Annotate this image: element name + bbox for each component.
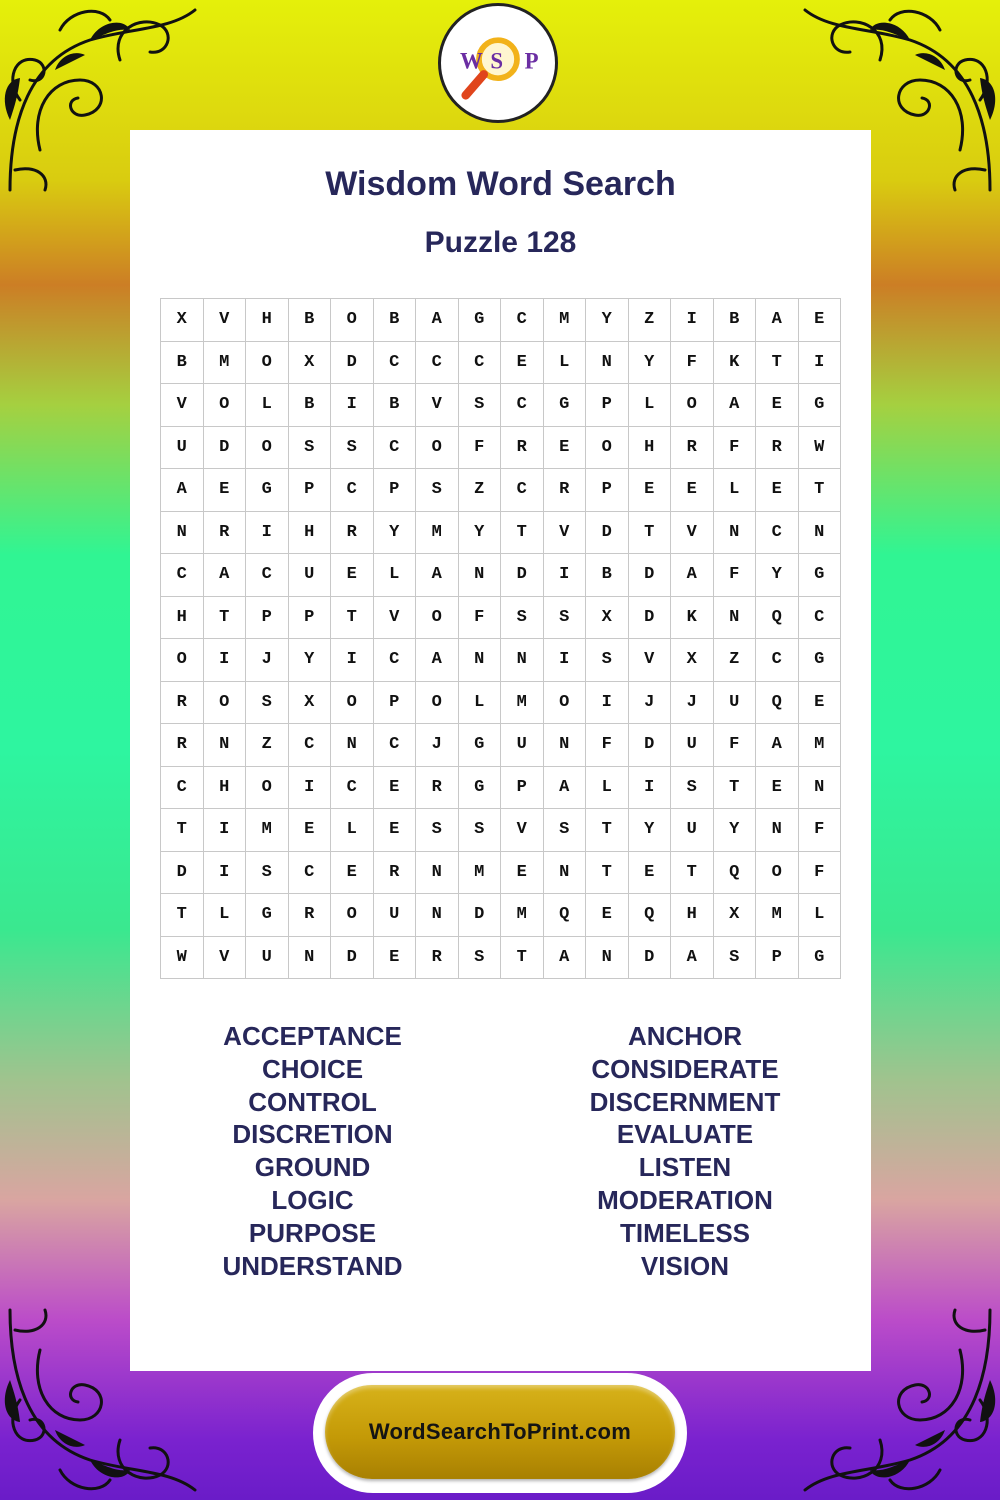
grid-cell: X — [289, 682, 332, 725]
grid-cell: L — [586, 767, 629, 810]
grid-cell: O — [331, 299, 374, 342]
grid-cell: Z — [714, 639, 757, 682]
grid-cell: I — [289, 767, 332, 810]
grid-cell: N — [544, 724, 587, 767]
grid-cell: O — [246, 427, 289, 470]
grid-cell: C — [289, 724, 332, 767]
grid-cell: R — [756, 427, 799, 470]
grid-cell: H — [289, 512, 332, 555]
grid-cell: L — [374, 554, 417, 597]
grid-cell: E — [756, 469, 799, 512]
grid-cell: T — [586, 852, 629, 895]
grid-cell: E — [756, 384, 799, 427]
grid-cell: P — [586, 384, 629, 427]
grid-cell: A — [204, 554, 247, 597]
grid-cell: N — [714, 512, 757, 555]
grid-cell: P — [374, 682, 417, 725]
grid-cell: G — [459, 299, 502, 342]
grid-cell: S — [331, 427, 374, 470]
grid-cell: E — [671, 469, 714, 512]
grid-cell: N — [289, 937, 332, 980]
grid-cell: A — [756, 724, 799, 767]
grid-cell: L — [246, 384, 289, 427]
grid-cell: R — [416, 937, 459, 980]
grid-cell: A — [416, 554, 459, 597]
grid-cell: O — [756, 852, 799, 895]
grid-cell: H — [161, 597, 204, 640]
grid-cell: Y — [629, 809, 672, 852]
grid-cell: C — [374, 639, 417, 682]
grid-cell: Y — [459, 512, 502, 555]
grid-cell: I — [331, 384, 374, 427]
grid-cell: A — [671, 937, 714, 980]
grid-cell: V — [204, 299, 247, 342]
grid-cell: E — [586, 894, 629, 937]
grid-cell: N — [459, 639, 502, 682]
grid-cell: G — [799, 937, 842, 980]
grid-cell: V — [161, 384, 204, 427]
grid-cell: U — [246, 937, 289, 980]
grid-cell: F — [671, 342, 714, 385]
grid-cell: A — [416, 639, 459, 682]
grid-cell: Y — [714, 809, 757, 852]
grid-cell: A — [416, 299, 459, 342]
grid-cell: V — [629, 639, 672, 682]
grid-cell: B — [586, 554, 629, 597]
grid-cell: M — [501, 894, 544, 937]
grid-cell: C — [374, 427, 417, 470]
grid-cell: A — [544, 937, 587, 980]
grid-cell: T — [799, 469, 842, 512]
grid-cell: C — [799, 597, 842, 640]
grid-cell: S — [289, 427, 332, 470]
grid-cell: L — [629, 384, 672, 427]
grid-cell: P — [289, 469, 332, 512]
grid-cell: N — [586, 937, 629, 980]
grid-cell: D — [459, 894, 502, 937]
grid-cell: B — [714, 299, 757, 342]
grid-cell: R — [501, 427, 544, 470]
grid-cell: H — [246, 299, 289, 342]
grid-cell: T — [671, 852, 714, 895]
grid-cell: L — [799, 894, 842, 937]
grid-cell: Q — [756, 597, 799, 640]
grid-cell: H — [204, 767, 247, 810]
word-list-left — [125, 1020, 500, 1282]
grid-cell: Q — [544, 894, 587, 937]
grid-cell: E — [544, 427, 587, 470]
grid-cell: T — [161, 809, 204, 852]
grid-cell: G — [459, 724, 502, 767]
grid-cell: F — [799, 852, 842, 895]
grid-cell: V — [544, 512, 587, 555]
grid-cell: S — [714, 937, 757, 980]
word-list-item: DISCRETION — [232, 1119, 393, 1150]
grid-cell: R — [544, 469, 587, 512]
grid-cell: K — [714, 342, 757, 385]
grid-cell: X — [714, 894, 757, 937]
wsp-logo — [438, 3, 558, 123]
grid-cell: T — [204, 597, 247, 640]
word-list-item: CONSIDERATE — [591, 1053, 779, 1084]
grid-cell: B — [289, 384, 332, 427]
grid-cell: P — [501, 767, 544, 810]
grid-cell: V — [501, 809, 544, 852]
grid-cell: T — [161, 894, 204, 937]
grid-cell: R — [204, 512, 247, 555]
grid-cell: O — [416, 682, 459, 725]
grid-cell: S — [544, 809, 587, 852]
word-list-item: UNDERSTAND — [222, 1250, 403, 1281]
grid-cell: O — [246, 767, 289, 810]
grid-cell: S — [586, 639, 629, 682]
grid-cell: I — [629, 767, 672, 810]
grid-cell: O — [416, 597, 459, 640]
grid-cell: E — [331, 554, 374, 597]
grid-cell: R — [671, 427, 714, 470]
grid-cell: L — [459, 682, 502, 725]
grid-cell: I — [544, 554, 587, 597]
grid-cell: O — [246, 342, 289, 385]
grid-cell: R — [289, 894, 332, 937]
magnifier-icon — [466, 74, 484, 95]
grid-cell: C — [459, 342, 502, 385]
grid-cell: Z — [246, 724, 289, 767]
grid-cell: E — [501, 342, 544, 385]
grid-cell: V — [671, 512, 714, 555]
word-list-item: LOGIC — [271, 1184, 354, 1215]
grid-cell: C — [416, 342, 459, 385]
logo-letter-w: W — [460, 48, 483, 74]
grid-cell: G — [799, 554, 842, 597]
grid-cell: S — [459, 384, 502, 427]
grid-cell: F — [714, 554, 757, 597]
grid-cell: M — [416, 512, 459, 555]
grid-cell: P — [374, 469, 417, 512]
page-title: Wisdom Word Search — [325, 165, 676, 203]
grid-cell: Z — [629, 299, 672, 342]
grid-cell: C — [331, 767, 374, 810]
grid-cell: F — [714, 724, 757, 767]
grid-cell: S — [671, 767, 714, 810]
grid-cell: T — [756, 342, 799, 385]
grid-cell: X — [289, 342, 332, 385]
grid-cell: G — [459, 767, 502, 810]
grid-cell: E — [331, 852, 374, 895]
grid-cell: J — [671, 682, 714, 725]
grid-cell: I — [671, 299, 714, 342]
grid-cell: I — [544, 639, 587, 682]
grid-cell: U — [671, 809, 714, 852]
grid-cell: A — [544, 767, 587, 810]
grid-cell: O — [544, 682, 587, 725]
grid-cell: C — [161, 554, 204, 597]
grid-cell: J — [246, 639, 289, 682]
grid-cell: J — [416, 724, 459, 767]
grid-cell: V — [374, 597, 417, 640]
grid-cell: F — [459, 597, 502, 640]
grid-cell: D — [161, 852, 204, 895]
grid-cell: S — [459, 809, 502, 852]
grid-cell: W — [799, 427, 842, 470]
grid-cell: M — [799, 724, 842, 767]
grid-cell: G — [246, 894, 289, 937]
grid-cell: F — [586, 724, 629, 767]
grid-cell: T — [629, 512, 672, 555]
grid-cell: R — [374, 852, 417, 895]
grid-cell: D — [586, 512, 629, 555]
grid-cell: P — [586, 469, 629, 512]
logo-letter-s: S — [490, 48, 504, 74]
grid-cell: R — [161, 724, 204, 767]
grid-cell: L — [714, 469, 757, 512]
grid-cell: Y — [586, 299, 629, 342]
grid-cell: D — [501, 554, 544, 597]
grid-cell: C — [289, 852, 332, 895]
grid-cell: U — [714, 682, 757, 725]
word-list-item: CONTROL — [248, 1086, 377, 1117]
grid-cell: C — [501, 384, 544, 427]
grid-cell: B — [374, 384, 417, 427]
word-list-item: LISTEN — [638, 1152, 732, 1183]
grid-cell: L — [544, 342, 587, 385]
grid-cell: S — [544, 597, 587, 640]
word-list-right — [500, 1020, 870, 1282]
grid-cell: Q — [756, 682, 799, 725]
word-list-item: DISCERNMENT — [589, 1086, 781, 1117]
word-list-item: CHOICE — [261, 1053, 364, 1084]
grid-cell: N — [714, 597, 757, 640]
grid-cell: O — [204, 384, 247, 427]
word-list-item: EVALUATE — [616, 1119, 754, 1150]
grid-cell: O — [416, 427, 459, 470]
grid-cell: R — [161, 682, 204, 725]
grid-cell: D — [629, 937, 672, 980]
grid-cell: V — [416, 384, 459, 427]
grid-cell: A — [756, 299, 799, 342]
grid-cell: N — [586, 342, 629, 385]
grid-cell: C — [246, 554, 289, 597]
grid-cell: E — [799, 299, 842, 342]
grid-cell: J — [629, 682, 672, 725]
grid-cell: P — [756, 937, 799, 980]
grid-cell: U — [671, 724, 714, 767]
grid-cell: I — [204, 639, 247, 682]
grid-cell: D — [629, 724, 672, 767]
grid-cell: C — [374, 342, 417, 385]
grid-cell: L — [204, 894, 247, 937]
grid-cell: M — [501, 682, 544, 725]
grid-cell: P — [246, 597, 289, 640]
word-list-item: TIMELESS — [619, 1217, 750, 1248]
site-badge — [313, 1373, 687, 1493]
grid-cell: P — [289, 597, 332, 640]
grid-cell: G — [799, 384, 842, 427]
grid-cell: N — [416, 894, 459, 937]
word-list-item: ANCHOR — [627, 1021, 743, 1051]
grid-cell: O — [161, 639, 204, 682]
grid-cell: W — [161, 937, 204, 980]
grid-cell: D — [204, 427, 247, 470]
grid-cell: E — [629, 469, 672, 512]
grid-cell: N — [799, 512, 842, 555]
letter-grid — [160, 298, 841, 979]
grid-cell: O — [331, 682, 374, 725]
grid-cell: M — [459, 852, 502, 895]
grid-cell: L — [331, 809, 374, 852]
grid-cell: B — [374, 299, 417, 342]
grid-cell: Q — [714, 852, 757, 895]
grid-cell: G — [544, 384, 587, 427]
grid-cell: N — [331, 724, 374, 767]
grid-cell: C — [501, 299, 544, 342]
grid-cell: N — [416, 852, 459, 895]
grid-cell: S — [416, 469, 459, 512]
puzzle-panel — [130, 130, 871, 1371]
grid-cell: I — [331, 639, 374, 682]
grid-cell: E — [374, 937, 417, 980]
grid-cell: N — [544, 852, 587, 895]
grid-cell: T — [501, 512, 544, 555]
grid-cell: N — [799, 767, 842, 810]
grid-cell: E — [374, 767, 417, 810]
grid-cell: N — [204, 724, 247, 767]
grid-cell: U — [374, 894, 417, 937]
grid-cell: U — [161, 427, 204, 470]
grid-cell: V — [204, 937, 247, 980]
word-list-item: ACCEPTANCE — [223, 1021, 402, 1051]
puzzle-number: Puzzle 128 — [424, 226, 577, 259]
grid-cell: Y — [756, 554, 799, 597]
grid-cell: Z — [459, 469, 502, 512]
grid-cell: D — [331, 342, 374, 385]
grid-cell: S — [501, 597, 544, 640]
grid-cell: F — [714, 427, 757, 470]
grid-cell: M — [204, 342, 247, 385]
grid-cell: Y — [289, 639, 332, 682]
grid-cell: E — [289, 809, 332, 852]
site-link[interactable]: WordSearchToPrint.com — [325, 1385, 675, 1479]
grid-cell: T — [714, 767, 757, 810]
grid-cell: K — [671, 597, 714, 640]
grid-cell: I — [246, 512, 289, 555]
grid-cell: G — [799, 639, 842, 682]
grid-cell: E — [501, 852, 544, 895]
grid-cell: B — [289, 299, 332, 342]
grid-cell: E — [374, 809, 417, 852]
grid-cell: N — [161, 512, 204, 555]
grid-cell: C — [756, 639, 799, 682]
grid-cell: C — [501, 469, 544, 512]
grid-cell: A — [671, 554, 714, 597]
grid-cell: M — [756, 894, 799, 937]
grid-cell: N — [501, 639, 544, 682]
grid-cell: O — [331, 894, 374, 937]
grid-cell: S — [459, 937, 502, 980]
grid-cell: T — [586, 809, 629, 852]
grid-cell: D — [331, 937, 374, 980]
grid-cell: I — [204, 852, 247, 895]
grid-cell: A — [161, 469, 204, 512]
grid-cell: H — [671, 894, 714, 937]
logo-letter-p: P — [524, 48, 539, 74]
word-list-item: VISION — [640, 1250, 730, 1281]
grid-cell: X — [671, 639, 714, 682]
grid-cell: C — [161, 767, 204, 810]
grid-cell: D — [629, 597, 672, 640]
grid-cell: T — [331, 597, 374, 640]
grid-cell: S — [246, 682, 289, 725]
grid-cell: O — [586, 427, 629, 470]
grid-cell: X — [161, 299, 204, 342]
grid-cell: X — [586, 597, 629, 640]
word-list-item: MODERATION — [597, 1184, 773, 1215]
grid-cell: C — [331, 469, 374, 512]
word-list-item: PURPOSE — [248, 1217, 377, 1248]
grid-cell: E — [799, 682, 842, 725]
grid-cell: U — [289, 554, 332, 597]
grid-cell: N — [459, 554, 502, 597]
grid-cell: T — [501, 937, 544, 980]
grid-cell: F — [799, 809, 842, 852]
grid-cell: C — [374, 724, 417, 767]
grid-cell: A — [714, 384, 757, 427]
grid-cell: I — [204, 809, 247, 852]
grid-cell: R — [331, 512, 374, 555]
grid-cell: R — [416, 767, 459, 810]
grid-cell: M — [544, 299, 587, 342]
grid-cell: Y — [629, 342, 672, 385]
grid-cell: I — [586, 682, 629, 725]
grid-cell: E — [756, 767, 799, 810]
grid-cell: G — [246, 469, 289, 512]
grid-cell: D — [629, 554, 672, 597]
grid-cell: U — [501, 724, 544, 767]
grid-cell: O — [671, 384, 714, 427]
grid-cell: O — [204, 682, 247, 725]
grid-cell: C — [756, 512, 799, 555]
grid-cell: S — [416, 809, 459, 852]
word-list — [130, 1020, 871, 1282]
grid-cell: S — [246, 852, 289, 895]
grid-cell: H — [629, 427, 672, 470]
grid-cell: E — [204, 469, 247, 512]
grid-cell: B — [161, 342, 204, 385]
grid-cell: M — [246, 809, 289, 852]
grid-cell: E — [629, 852, 672, 895]
grid-cell: I — [799, 342, 842, 385]
word-list-item: GROUND — [254, 1152, 371, 1183]
grid-cell: Y — [374, 512, 417, 555]
grid-cell: Q — [629, 894, 672, 937]
grid-cell: F — [459, 427, 502, 470]
grid-cell: N — [756, 809, 799, 852]
